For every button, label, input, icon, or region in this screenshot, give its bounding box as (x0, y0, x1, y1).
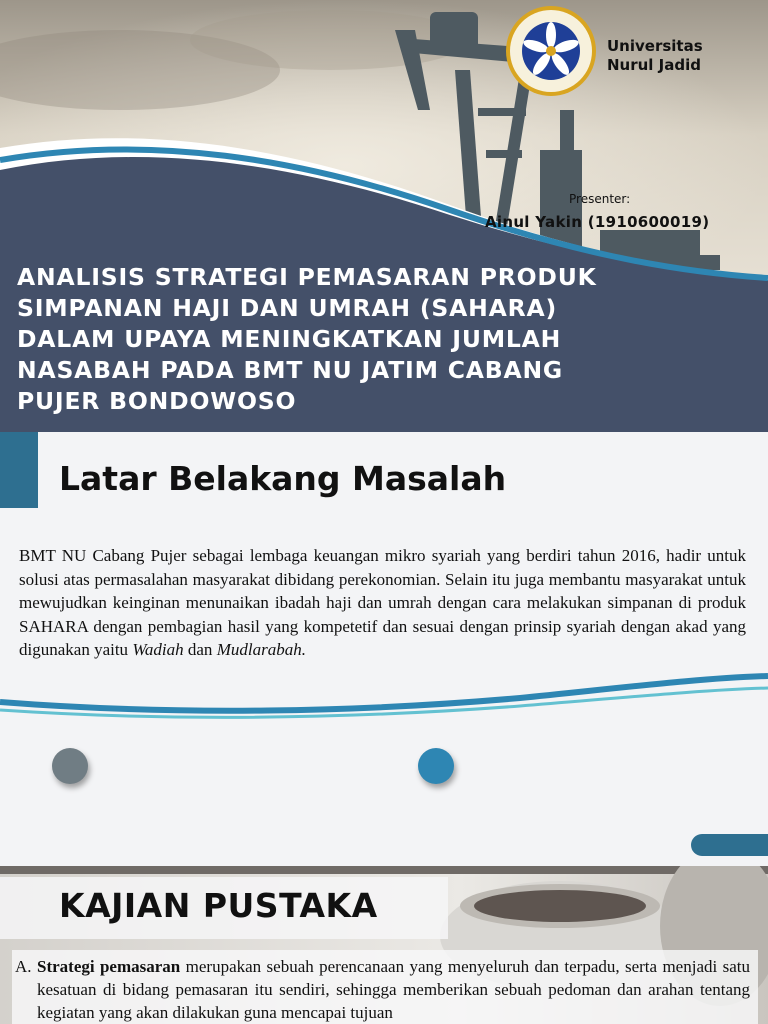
grey-circle (52, 748, 88, 784)
presenter-name: Ainul Yakin (1910600019) (485, 213, 710, 231)
term-wadiah: Wadiah (132, 640, 184, 659)
title-slide (0, 0, 768, 432)
term-strategi: Strategi pemasaran (37, 957, 181, 976)
background-paragraph (19, 544, 746, 662)
wave-divider (0, 670, 768, 720)
university-logo (505, 5, 597, 97)
slide-heading: Latar Belakang Masalah (59, 459, 507, 498)
item-text: merupakan sebuah perencanaan yang menyeluruh dan terpadu, serta menjadi satu kesatuan di bidang pemasaran itu sendiri, sehingga memberikan sebuah pedoman dan arahan tentang kegiatan yang akan dilakukan guna mencapai tujuan (37, 957, 750, 1022)
list-marker: A. (15, 957, 32, 976)
presenter-label: Presenter: (569, 192, 631, 206)
university-name-line1: Universitas (607, 37, 703, 55)
slide-heading: KAJIAN PUSTAKA (59, 886, 378, 925)
paragraph-text: BMT NU Cabang Pujer sebagai lembaga keuangan mikro syariah yang berdiri tahun 2016, hadir untuk solusi atas permasalahan masyarakat dibidang perekonomian. Selain itu juga membantu masyarakat untuk mewujudkan keinginan menunaikan ibadah haji dan umrah dengan cara melakukan simpanan di produk SAHARA dengan pembagian hasil yang kompetetif dan sesuai dengan prinsip syariah dengan akad yang digunakan yaitu (19, 546, 746, 659)
blue-circle (418, 748, 454, 784)
background-slide (0, 432, 768, 866)
accent-pill (691, 834, 768, 856)
term-mudlarabah: Mudlarabah. (216, 640, 306, 659)
literature-slide (0, 866, 768, 1024)
connector-text: dan (187, 640, 213, 659)
literature-paragraph (37, 955, 750, 1024)
university-name (607, 37, 703, 75)
accent-bar (0, 432, 38, 508)
university-name-line2: Nurul Jadid (607, 56, 701, 74)
presentation-title: ANALISIS STRATEGI PEMASARAN PRODUK SIMPANAN HAJI DAN UMRAH (SAHARA) DALAM UPAYA MENINGKATKAN JUMLAH NASABAH PADA BMT NU JATIM CABANG PUJER BONDOWOSO (17, 263, 597, 415)
